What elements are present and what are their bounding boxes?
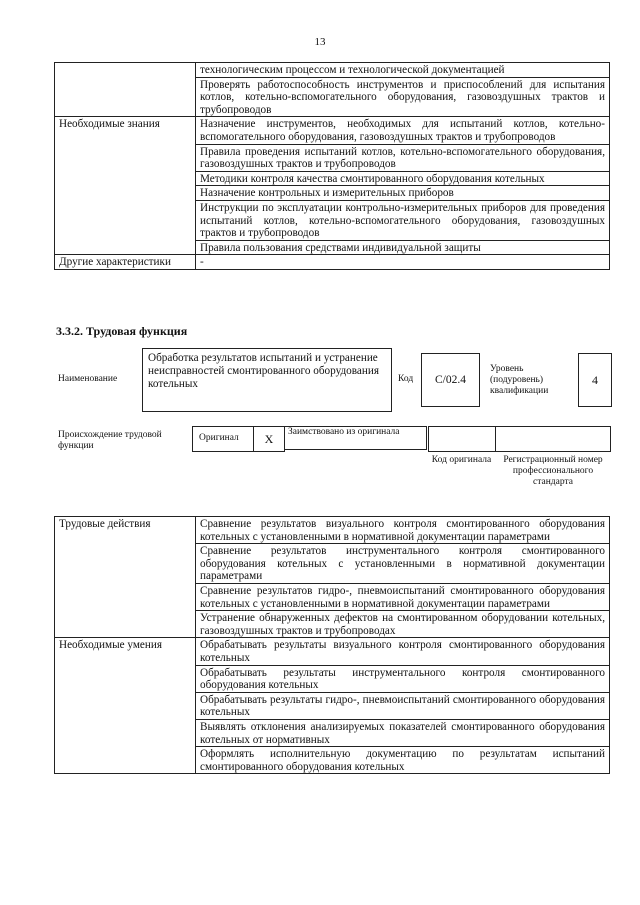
origin-label: Происхождение трудовой функции bbox=[58, 430, 162, 451]
table-cell: Сравнение результатов инструментального контроля смонтированного оборудования котельных с установленными в нормативной документации параметрами bbox=[196, 544, 610, 584]
function-code: C/02.4 bbox=[421, 353, 480, 407]
row-label: Необходимые знания bbox=[55, 117, 196, 255]
table-cell: Оформлять исполнительную документацию по результатам испытаний смонтированного оборудования котельных bbox=[196, 747, 610, 774]
table-row bbox=[55, 117, 610, 144]
table-cell: Устранение обнаруженных дефектов на смонтированном оборудовании котельных, газовоздушных трактов и трубопроводах bbox=[196, 611, 610, 638]
original-cell bbox=[192, 426, 254, 452]
table-cell: Инструкции по эксплуатации контрольно-измерительных приборов для проведения испытаний котлов, котельно-вспомогательного оборудования, газовоздушных трактов и трубопроводов bbox=[196, 200, 610, 240]
original-label: Оригинал bbox=[199, 433, 239, 443]
table-cell: Методики контроля качества смонтированного оборудования котельных bbox=[196, 171, 610, 186]
table-row bbox=[55, 638, 610, 665]
knowledge-table bbox=[54, 62, 610, 270]
page-number: 13 bbox=[314, 36, 326, 48]
table-cell: Сравнение результатов гидро-, пневмоиспытаний смонтированного оборудования котельных с установленными в нормативной документации параметрами bbox=[196, 583, 610, 610]
row-label: Трудовые действия bbox=[55, 517, 196, 638]
table-row bbox=[55, 63, 610, 78]
row-label: Другие характеристики bbox=[55, 255, 196, 270]
row-label: Необходимые умения bbox=[55, 638, 196, 774]
table-cell: Обрабатывать результаты визуального контроля смонтированного оборудования котельных bbox=[196, 638, 610, 665]
table-cell: технологическим процессом и технологической документацией bbox=[196, 63, 610, 78]
table-cell: Проверять работоспособность инструментов и приспособлений для испытания котлов, котельно-вспомогательного оборудования, газовоздушных трактов и трубопроводов bbox=[196, 77, 610, 117]
table-cell: Обрабатывать результаты инструментального контроля смонтированного оборудования котельных bbox=[196, 665, 610, 692]
table-cell: Выявлять отклонения анализируемых показателей смонтированного оборудования котельных от нормативных bbox=[196, 719, 610, 746]
origin-code-cell bbox=[428, 426, 496, 452]
table-row bbox=[55, 255, 610, 270]
table-cell: Назначение контрольных и измерительных приборов bbox=[196, 186, 610, 201]
table-cell: - bbox=[196, 255, 610, 270]
table-cell: Назначение инструментов, необходимых для испытаний котлов, котельно-вспомогательного оборудования, газовоздушных трактов и трубопроводов bbox=[196, 117, 610, 144]
original-mark: X bbox=[253, 426, 285, 452]
actions-table bbox=[54, 516, 610, 774]
section-heading: 3.3.2. Трудовая функция bbox=[56, 324, 188, 338]
registration-caption: Регистрационный номер профессионального стандарта bbox=[503, 455, 603, 487]
name-label: Наименование bbox=[58, 374, 118, 384]
level-label: Уровень (подуровень) квалификации bbox=[490, 364, 549, 396]
registration-number-cell bbox=[495, 426, 611, 452]
table-cell: Правила проведения испытаний котлов, котельно-вспомогательного оборудования, газовоздушных трактов и трубопроводов bbox=[196, 144, 610, 171]
code-original-caption: Код оригинала bbox=[431, 455, 492, 465]
function-name: Обработка результатов испытаний и устранение неисправностей смонтированного оборудования котельных bbox=[142, 348, 392, 412]
table-row bbox=[55, 517, 610, 544]
table-cell: Правила пользования средствами индивидуальной защиты bbox=[196, 240, 610, 255]
qualification-level: 4 bbox=[578, 353, 612, 407]
borrowed-label: Заимствовано из оригинала bbox=[284, 426, 427, 450]
code-label: Код bbox=[398, 374, 414, 384]
table-cell: Сравнение результатов визуального контроля смонтированного оборудования котельных с установленными в нормативной документации параметрами bbox=[196, 517, 610, 544]
table-cell: Обрабатывать результаты гидро-, пневмоиспытаний смонтированного оборудования котельных bbox=[196, 692, 610, 719]
row-label bbox=[55, 63, 196, 117]
